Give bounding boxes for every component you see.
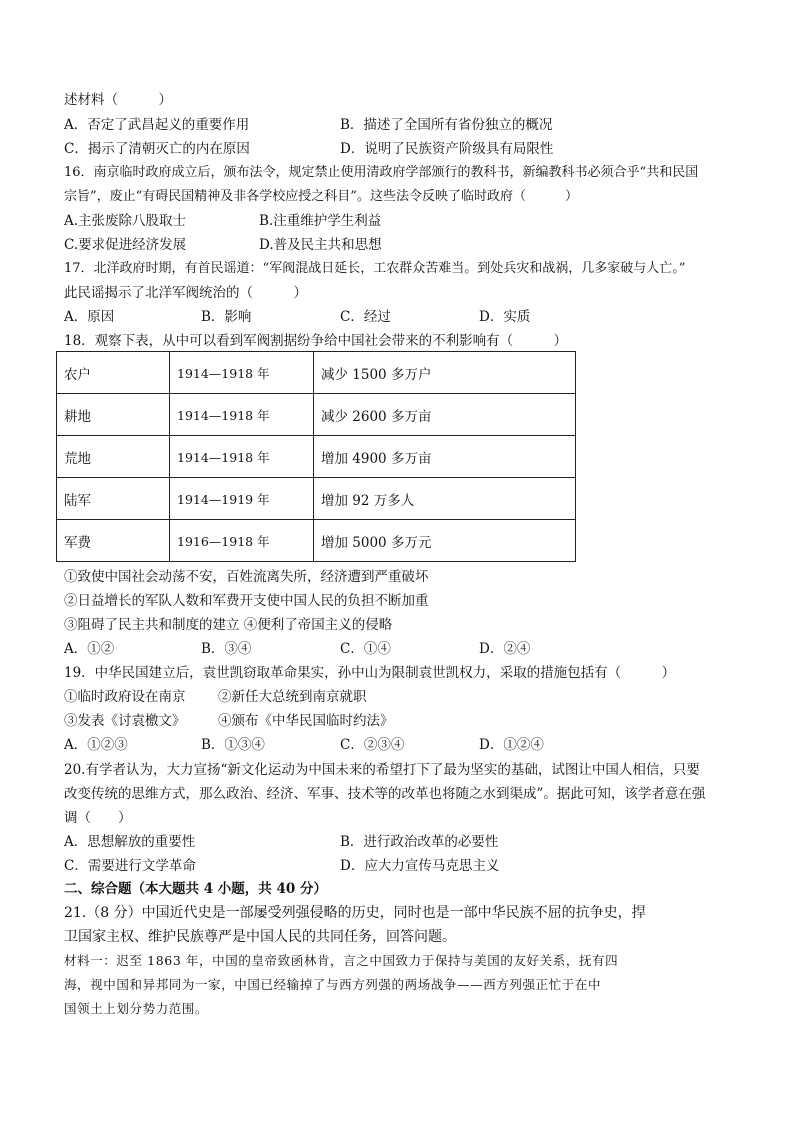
q21-material-line2: 海，视中国和异邦同为一家，中国已经输掉了与西方列强的两场战争——西方列强正忙于在中 (64, 977, 602, 992)
table-row (57, 520, 576, 562)
q16-option-b[interactable]: B.注重维护学生利益 (259, 213, 382, 229)
table-cell: 增加 92 万多人 (314, 478, 576, 520)
table-row (57, 478, 576, 520)
q20-stem-line3: 调（ ） (64, 810, 132, 826)
q20-option-a[interactable]: A．思想解放的重要性 (64, 834, 196, 850)
q17-stem-line1: 17．北洋政府时期，有首民谣道：“军阀混战日延长，工农群众苦难当。到处兵灾和战祸，几多家破与人亡。” (64, 261, 686, 276)
q18-statement-1: ①致使中国社会动荡不安，百姓流离失所，经济遭到严重破坏 (64, 569, 429, 585)
q19-option-c[interactable]: C．②③④ (340, 737, 405, 753)
q17-option-a[interactable]: A．原因 (64, 309, 115, 325)
q21-stem-line1: 21.（8 分）中国近代史是一部屡受列强侵略的历史，同时也是一部中华民族不屈的抗争史，捍 (64, 905, 646, 921)
table-cell: 1914—1918 年 (170, 352, 314, 394)
q19-statement-3: ③发表《讨袁檄文》 (64, 713, 186, 729)
q16-option-c[interactable]: C.要求促进经济发展 (64, 237, 187, 253)
q19-option-d[interactable]: D．①②④ (479, 737, 544, 753)
q18-data-table (56, 351, 576, 562)
table-cell: 1914—1918 年 (170, 394, 314, 436)
q20-stem-line2: 改变传统的思维方式，那么政治、经济、军事、技术等的改革也将随之水到渠成”。据此可知，该学者意在强 (64, 786, 706, 802)
q19-option-b[interactable]: B．①③④ (201, 737, 265, 753)
q16-option-a[interactable]: A.主张废除八股取士 (64, 213, 187, 229)
q17-option-d[interactable]: D．实质 (479, 309, 531, 325)
q21-material-line1: 材料一：迟至 1863 年，中国的皇帝致函林肯，言之中国致力于保持与美国的友好关系，抚有四 (64, 953, 619, 968)
q20-stem-line1: 20.有学者认为，大力宣扬“新文化运动为中国未来的希望打下了最为坚实的基础，试图让中国人相信，只要 (64, 762, 700, 778)
table-cell: 增加 4900 多万亩 (314, 436, 576, 478)
table-cell: 耕地 (57, 394, 170, 436)
table-cell: 农户 (57, 352, 170, 394)
q15-stem-tail: 述材料（ ） (64, 92, 172, 108)
table-cell: 减少 1500 多万户 (314, 352, 576, 394)
q18-option-a[interactable]: A．①② (64, 641, 115, 657)
section-heading: 二、综合题（本大题共 4 小题，共 40 分） (64, 881, 327, 897)
table-cell: 1914—1918 年 (170, 436, 314, 478)
q20-option-d[interactable]: D．应大力宣传马克思主义 (340, 858, 500, 874)
q19-option-a[interactable]: A．①②③ (64, 737, 128, 753)
q18-statement-3: ③阻碍了民主共和制度的建立 ④便利了帝国主义的侵略 (64, 617, 393, 633)
q16-stem-line2: 宗旨”，废止“有碍民国精神及非各学校应授之科目”。这些法令反映了临时政府（ ） (64, 189, 578, 204)
q17-option-c[interactable]: C．经过 (340, 309, 391, 325)
table-cell: 增加 5000 多万元 (314, 520, 576, 562)
table-cell: 荒地 (57, 436, 170, 478)
q21-material-line3: 国领土上划分势力范围。 (64, 1001, 209, 1016)
table-cell: 1914—1919 年 (170, 478, 314, 520)
q17-stem-line2: 此民谣揭示了北洋军阀统治的（ ） (64, 285, 307, 301)
q15-option-a[interactable]: A．否定了武昌起义的重要作用 (64, 117, 250, 133)
table-cell: 陆军 (57, 478, 170, 520)
q18-statement-2: ②日益增长的军队人数和军费开支使中国人民的负担不断加重 (64, 593, 429, 609)
q20-option-b[interactable]: B．进行政治改革的必要性 (340, 834, 499, 850)
table-cell: 军费 (57, 520, 170, 562)
q15-option-b[interactable]: B．描述了全国所有省份独立的概况 (340, 117, 553, 133)
q16-option-d[interactable]: D.普及民主共和思想 (259, 237, 382, 253)
q19-statement-1: ①临时政府设在南京 (64, 689, 186, 705)
q20-option-c[interactable]: C．需要进行文学革命 (64, 858, 196, 874)
q18-option-b[interactable]: B．③④ (201, 641, 252, 657)
table-row (57, 352, 576, 394)
q16-stem-line1: 16．南京临时政府成立后，颁布法令，规定禁止使用清政府学部颁行的教科书，新编教科书必须合乎“共和民国 (64, 165, 699, 180)
q15-option-d[interactable]: D．说明了民族资产阶级具有局限性 (340, 141, 554, 157)
table-cell: 减少 2600 多万亩 (314, 394, 576, 436)
q15-option-c[interactable]: C．揭示了清朝灭亡的内在原因 (64, 141, 250, 157)
table-row (57, 436, 576, 478)
table-row (57, 394, 576, 436)
q18-stem: 18．观察下表，从中可以看到军阀割据纷争给中国社会带来的不利影响有（ ） (64, 333, 568, 349)
q18-option-d[interactable]: D．②④ (479, 641, 531, 657)
table-cell: 1916—1918 年 (170, 520, 314, 562)
q18-option-c[interactable]: C．①④ (340, 641, 391, 657)
q21-stem-line2: 卫国家主权、维护民族尊严是中国人民的共同任务，回答问题。 (64, 929, 456, 945)
q19-stem: 19．中华民国建立后，袁世凯窃取革命果实，孙中山为限制袁世凯权力，采取的措施包括有（ ） (64, 665, 676, 681)
q19-statement-4: ④颁布《中华民国临时约法》 (218, 713, 394, 729)
q19-statement-2: ②新任大总统到南京就职 (218, 689, 367, 705)
q17-option-b[interactable]: B．影响 (201, 309, 252, 325)
